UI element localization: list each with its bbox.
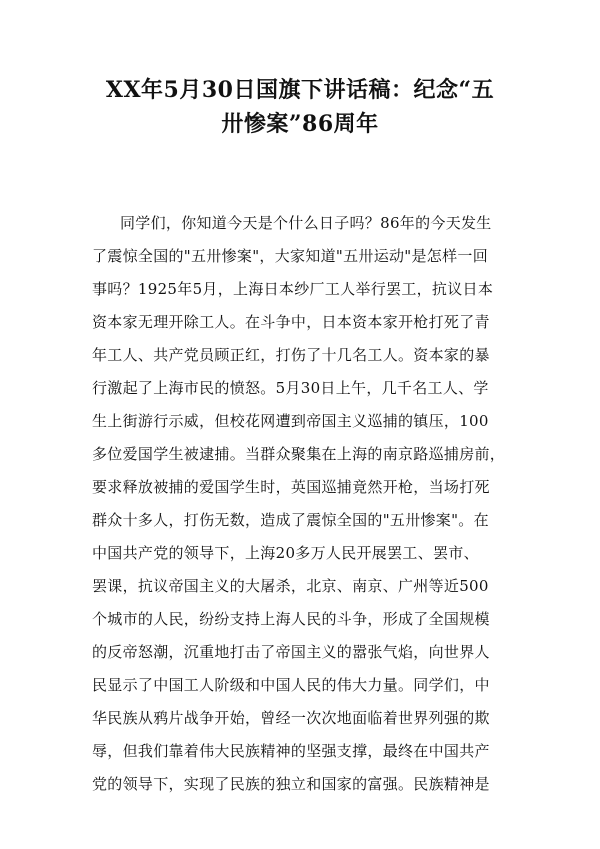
body-line-11: 中国共产党的领导下，上海20多万人民开展罢工、罢市、 [92,544,479,562]
body-line-2: 了震惊全国的"五卅惨案"，大家知道"五卅运动"是怎样一回 [92,247,488,265]
document-title-line-1: XX年5月30日国旗下讲话稿：纪念“五 [105,77,495,103]
body-line-12: 罢课，抗议帝国主义的大屠杀，北京、南京、广州等近500 [92,577,489,595]
body-line-6: 行激起了上海市民的愤怒。5月30日上午，几千名工人、学 [92,379,489,397]
body-line-9: 要求释放被捕的爱国学生时，英国巡捕竟然开枪，当场打死 [92,478,490,496]
body-line-5: 年工人、共产党员顾正红，打伤了十几名工人。资本家的暴 [92,346,490,364]
body-line-1: 同学们，你知道今天是个什么日子吗？86年的今天发生 [120,214,492,232]
body-line-10: 群众十多人，打伤无数，造成了震惊全国的"五卅惨案"。在 [92,511,489,529]
body-line-13: 个城市的人民，纷纷支持上海人民的斗争，形成了全国规模 [92,610,490,628]
body-line-4: 资本家无理开除工人。在斗争中，日本资本家开枪打死了青 [92,313,490,331]
body-line-18: 党的领导下，实现了民族的独立和国家的富强。民族精神是 [92,775,490,793]
body-line-14: 的反帝怒潮，沉重地打击了帝国主义的嚣张气焰，向世界人 [92,643,490,661]
body-line-15: 民显示了中国工人阶级和中国人民的伟大力量。同学们，中 [92,676,490,694]
body-line-17: 辱，但我们靠着伟大民族精神的坚强支撑，最终在中国共产 [92,742,490,760]
body-line-8: 多位爱国学生被逮捕。当群众聚集在上海的南京路巡捕房前， [92,445,506,463]
body-line-3: 事吗？1925年5月，上海日本纱厂工人举行罢工，抗议日本 [92,280,494,298]
body-line-7: 生上街游行示威，但校花网遭到帝国主义巡捕的镇压，100 [92,412,489,430]
body-line-16: 华民族从鸦片战争开始，曾经一次次地面临着世界列强的欺 [92,709,490,727]
document-title-line-2: 卅惨案”86周年 [221,111,379,137]
